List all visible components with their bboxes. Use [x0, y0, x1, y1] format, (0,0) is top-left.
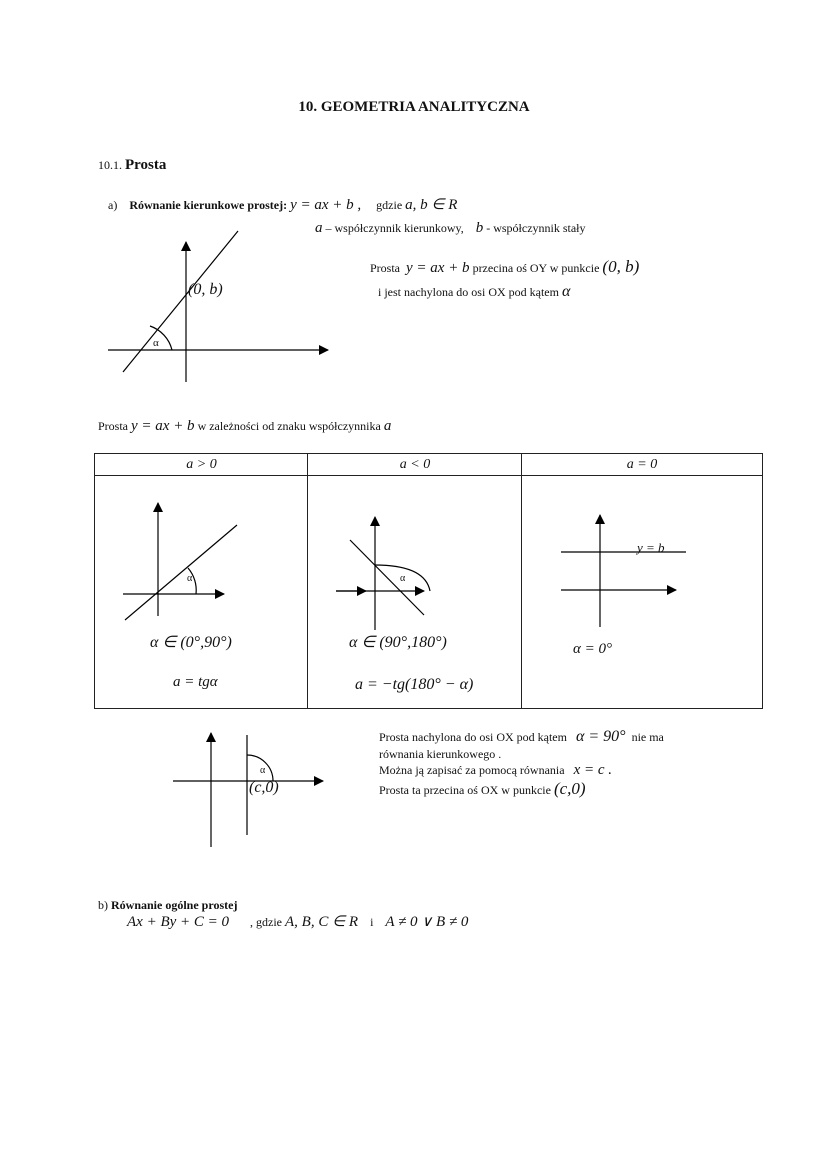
- text: Można ją zapisać za pomocą równania: [379, 763, 565, 777]
- vertical-text-4: [379, 779, 586, 798]
- divider: [521, 454, 522, 708]
- header-positive: a > 0: [95, 454, 308, 476]
- text: w zależności od znaku współczynnika: [197, 419, 381, 433]
- text: Prosta: [370, 261, 400, 275]
- vertical-angle-label: α: [260, 765, 266, 776]
- general-equation: Ax + By + C = 0: [127, 914, 230, 930]
- condition: A ≠ 0 ∨ B ≠ 0: [385, 914, 469, 930]
- part-a-heading: Równanie kierunkowe prostej:: [129, 198, 288, 212]
- coef-b-symbol: b: [475, 220, 484, 236]
- header-negative: a < 0: [308, 454, 522, 476]
- cell3-range: α = 0°: [573, 641, 612, 657]
- part-b-marker: b): [98, 898, 108, 912]
- cell3-line-label: y = b: [637, 540, 665, 555]
- part-a-where: gdzie: [376, 198, 403, 212]
- text: Prosta ta przecina oś OX w punkcie: [379, 783, 551, 797]
- symbol: a: [383, 418, 392, 434]
- cell2-angle-label: α: [400, 573, 406, 584]
- part-b-heading: Równanie ogólne prostej: [111, 898, 238, 912]
- part-b-heading-line: [98, 898, 237, 912]
- point: (0, b): [602, 257, 640, 276]
- part-a-domain: a, b ∈ R: [405, 197, 458, 213]
- text: i jest nachylona do osi OX pod kątem: [378, 285, 559, 299]
- text: przecina oś OY w punkcie: [472, 261, 600, 275]
- text: , gdzie: [250, 915, 283, 929]
- line: [123, 231, 238, 372]
- point-label: (0, b): [188, 281, 223, 298]
- point: (c,0): [553, 779, 586, 798]
- part-b-equation-line: [127, 915, 468, 929]
- page-title: 10. GEOMETRIA ANALITYCZNA: [298, 99, 530, 115]
- part-a-equation: y = ax + b ,: [290, 197, 362, 213]
- part-a-marker: a): [108, 198, 118, 212]
- coef-a-symbol: a: [315, 220, 323, 236]
- angle-label: α: [153, 337, 159, 349]
- cell1-formula: a = tgα: [173, 674, 218, 690]
- coef-b-desc: - współczynnik stały: [486, 221, 586, 235]
- vertical-text-1: [379, 730, 664, 744]
- cell1-range: α ∈ (0°,90°): [150, 634, 232, 651]
- divider: [307, 454, 308, 708]
- text: nie ma: [631, 730, 664, 744]
- sign-intro: [98, 419, 391, 433]
- vertical-text-2: równania kierunkowego .: [379, 747, 502, 761]
- section-name: Prosta: [125, 157, 167, 173]
- domain: A, B, C ∈ R: [285, 914, 359, 930]
- text: Prosta nachylona do osi OX pod kątem: [379, 730, 567, 744]
- equation: x = c .: [573, 762, 613, 778]
- sign-table: [94, 453, 763, 709]
- equation: y = ax + b: [406, 260, 470, 276]
- section-number: 10.1.: [98, 158, 122, 172]
- coef-a-desc: – współczynnik kierunkowy,: [325, 221, 464, 235]
- equation: α = 90°: [575, 728, 626, 745]
- text: Prosta: [98, 419, 128, 433]
- cell2-formula: a = −tg(180° − α): [355, 676, 474, 693]
- text: i: [370, 915, 374, 929]
- equation: y = ax + b: [131, 418, 195, 434]
- alpha-symbol: α: [561, 283, 571, 300]
- cell2-range: α ∈ (90°,180°): [349, 634, 447, 651]
- vertical-text-3: [379, 763, 612, 777]
- header-zero: a = 0: [522, 454, 762, 476]
- vertical-point-label: (c,0): [249, 779, 279, 796]
- cell1-angle-label: α: [187, 573, 193, 584]
